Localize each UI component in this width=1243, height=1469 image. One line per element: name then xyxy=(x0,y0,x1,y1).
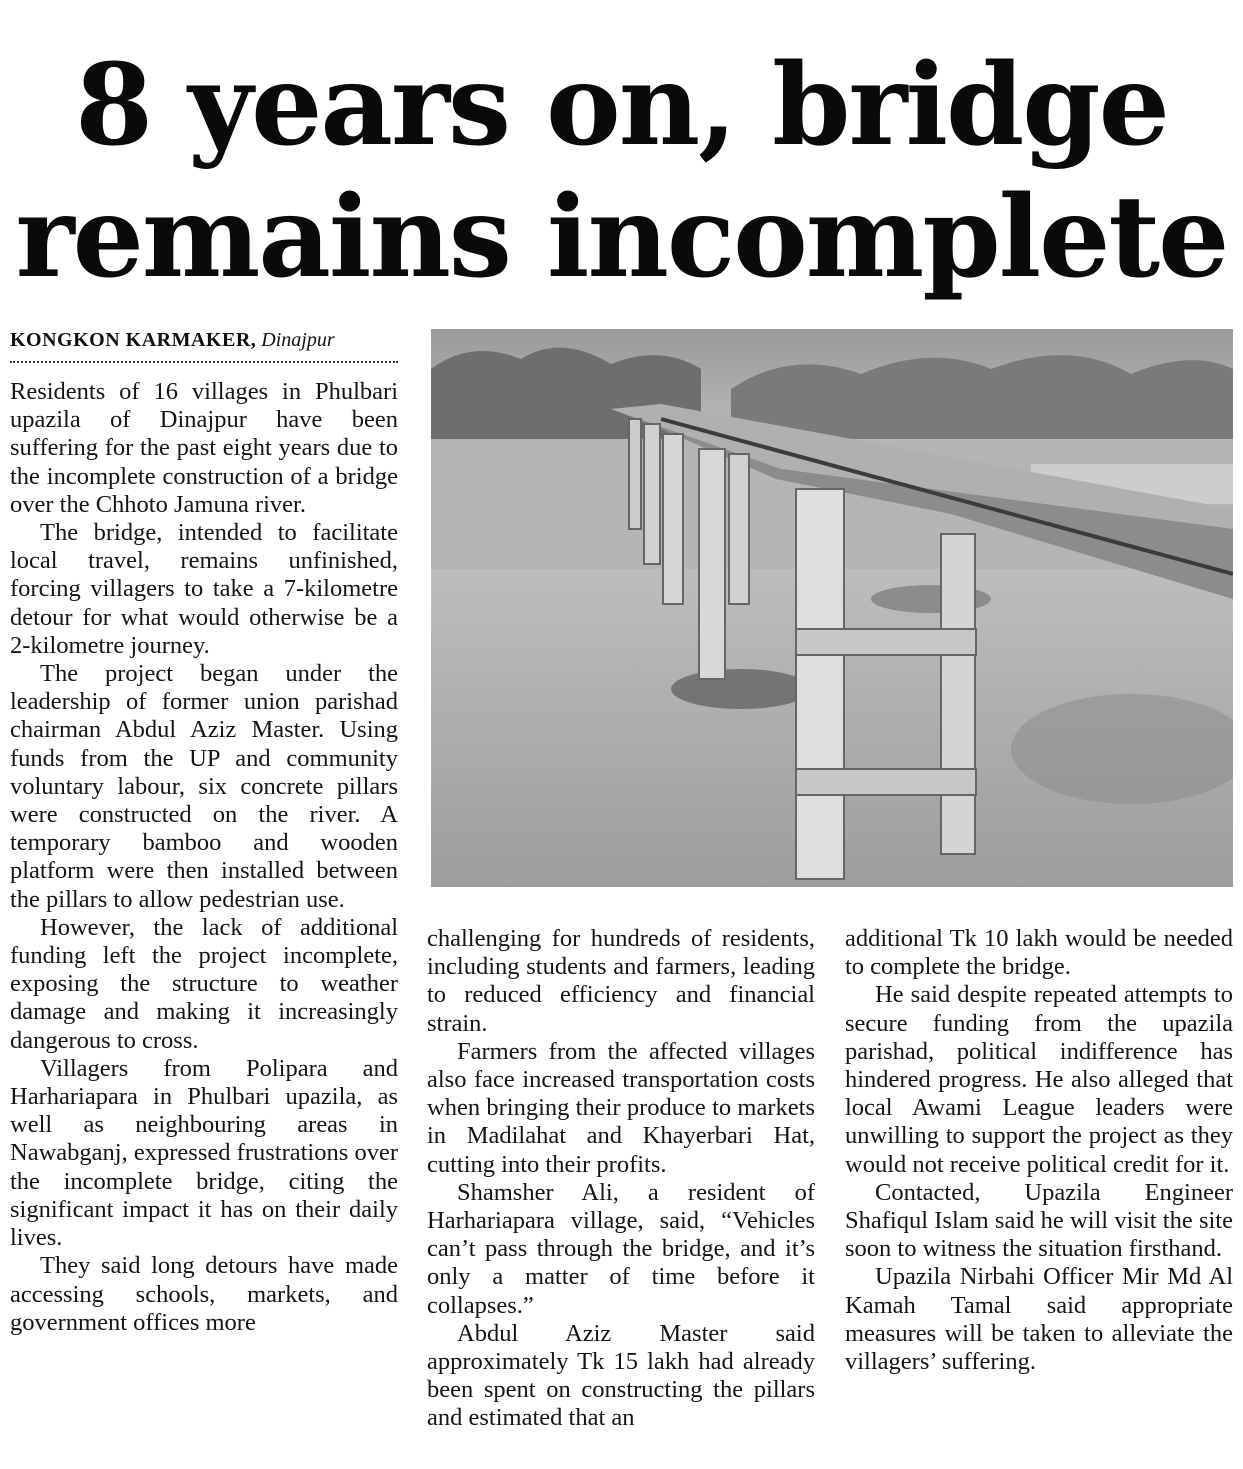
headline: 8 years on, bridge remains incomplete xyxy=(15,40,1228,303)
paragraph: The project began under the leadership of former union parishad chairman Abdul Aziz Master. Using funds from the UP and community voluntary labour, six concrete pillars were constructed on the river. A temporary bamboo and wooden platform were then installed between the pillars to allow pedestrian use. xyxy=(10,660,398,913)
byline xyxy=(10,328,398,363)
paragraph: He said despite repeated attempts to secure funding from the upazila parishad, political indifference has hindered progress. He also alleged that local Awami League leaders were unwilling to support the project as they would not receive political credit for it. xyxy=(845,981,1233,1178)
paragraph: Contacted, Upazila Engineer Shafiqul Islam said he will visit the site soon to witness the situation firsthand. xyxy=(845,1178,1233,1263)
paragraph: Farmers from the affected villages also face increased transportation costs when bringing their produce to markets in Madilahat and Khayerbari Hat, cutting into their profits. xyxy=(427,1037,815,1178)
paragraph: However, the lack of additional funding left the project incomplete, exposing the structure to weather damage and making it increasingly dangerous to cross. xyxy=(10,913,398,1054)
bridge-photo xyxy=(431,329,1233,887)
article-column-2 xyxy=(427,925,815,1433)
paragraph: additional Tk 10 lakh would be needed to complete the bridge. xyxy=(845,925,1233,981)
paragraph: Residents of 16 villages in Phulbari upazila of Dinajpur have been suffering for the past eight years due to the incomplete construction of a bridge over the Chhoto Jamuna river. xyxy=(10,378,398,518)
paragraph: The bridge, intended to facilitate local travel, remains unfinished, forcing villagers to take a 7-kilometre detour for what would otherwise be a 2-kilometre journey. xyxy=(10,519,398,659)
article-column-1 xyxy=(10,378,398,1337)
paragraph: Shamsher Ali, a resident of Harhariapara village, said, “Vehicles can’t pass through the bridge, and it’s only a matter of time before it collapses.” xyxy=(427,1178,815,1319)
paragraph: They said long detours have made accessing schools, markets, and government offices more xyxy=(10,1252,398,1336)
paragraph: challenging for hundreds of residents, including students and farmers, leading to reduced efficiency and financial strain. xyxy=(427,925,815,1037)
byline-location: Dinajpur xyxy=(261,329,335,351)
paragraph: Upazila Nirbahi Officer Mir Md Al Kamah Tamal said appropriate measures will be taken to alleviate the villagers’ suffering. xyxy=(845,1263,1233,1376)
article-column-3 xyxy=(845,925,1233,1376)
paragraph: Villagers from Polipara and Harhariapara in Phulbari upazila, as well as neighbouring areas in Nawabganj, expressed frustrations over the incomplete bridge, citing the significant impact it has on their daily lives. xyxy=(10,1054,398,1252)
paragraph: Abdul Aziz Master said approximately Tk 15 lakh had already been spent on constructing the pillars and estimated that an xyxy=(427,1319,815,1432)
byline-author: KONGKON KARMAKER, xyxy=(10,329,257,351)
